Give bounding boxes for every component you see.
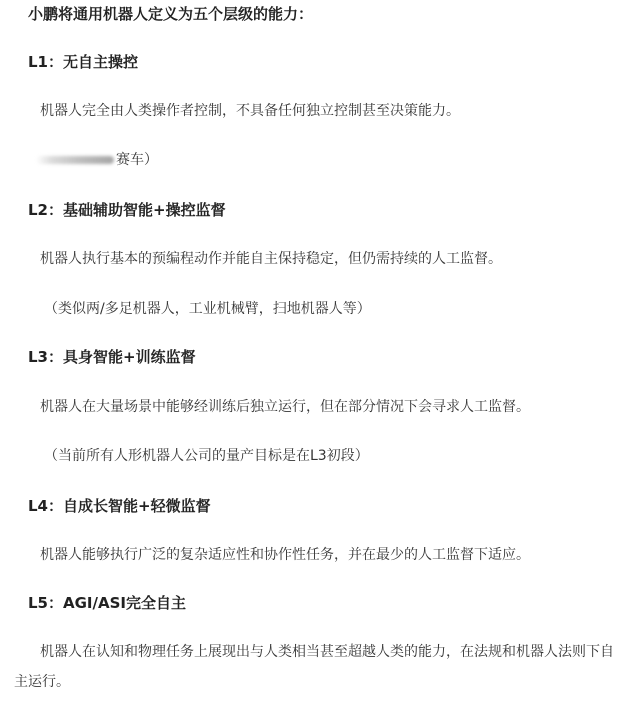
- level-1-example: [36, 150, 158, 170]
- level-1-title: L1：无自主操控: [28, 53, 138, 71]
- level-2-description: 机器人执行基本的预编程动作并能自主保持稳定，但仍需持续的人工监督。: [40, 251, 502, 267]
- level-4-title: L4：自成长智能+轻微监督: [28, 497, 211, 515]
- level-1-example-text: 赛车）: [116, 152, 158, 168]
- intro-heading: 小鹏将通用机器人定义为五个层级的能力：: [28, 5, 314, 23]
- level-3-description: 机器人在大量场景中能够经训练后独立运行，但在部分情况下会寻求人工监督。: [40, 399, 530, 415]
- redacted-text-blur: [36, 156, 114, 164]
- level-3-example: （当前所有人形机器人公司的量产目标是在L3初段）: [44, 448, 369, 464]
- level-2-example: （类似两/多足机器人，工业机械臂，扫地机器人等）: [44, 301, 371, 317]
- level-5-title: L5：AGI/ASI完全自主: [28, 594, 186, 612]
- level-2-title: L2：基础辅助智能+操控监督: [28, 201, 226, 219]
- level-3-title: L3：具身智能+训练监督: [28, 348, 196, 366]
- level-5-description: 机器人在认知和物理任务上展现出与人类相当甚至超越人类的能力，在法规和机器人法则下自主运行。: [14, 644, 614, 690]
- level-1-description: 机器人完全由人类操作者控制，不具备任何独立控制甚至决策能力。: [40, 103, 460, 119]
- level-4-description: 机器人能够执行广泛的复杂适应性和协作性任务，并在最少的人工监督下适应。: [40, 547, 530, 563]
